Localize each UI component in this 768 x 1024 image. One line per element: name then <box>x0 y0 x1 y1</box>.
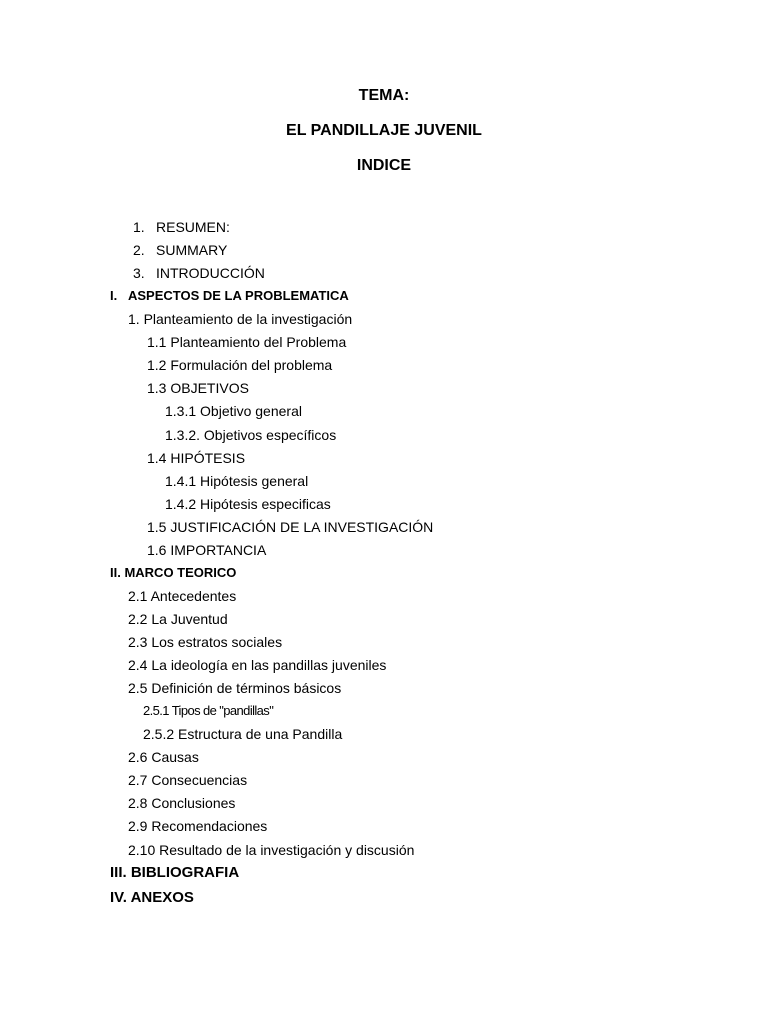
toc-item-resumen <box>133 218 230 236</box>
toc-entry-1-3-1: 1.3.1 Objetivo general <box>165 403 302 419</box>
toc-entry-1-4-2: 1.4.2 Hipótesis especificas <box>165 496 331 512</box>
toc-entry-1-6: 1.6 IMPORTANCIA <box>147 542 267 558</box>
toc-item-summary <box>133 241 227 259</box>
toc-entry-2-9: 2.9 Recomendaciones <box>128 818 268 834</box>
toc-entry-2-5-1: 2.5.1 Tipos de "pandillas" <box>143 703 274 718</box>
toc-entry-2-8: 2.8 Conclusiones <box>128 795 236 811</box>
section-heading-2: II. MARCO TEORICO <box>110 565 237 580</box>
toc-item-introduccion <box>133 264 265 282</box>
document-title: EL PANDILLAJE JUVENIL <box>286 122 482 139</box>
toc-entry-2-7: 2.7 Consecuencias <box>128 772 248 788</box>
toc-entry-2-1: 2.1 Antecedentes <box>128 588 237 604</box>
toc-entry-1: 1. Planteamiento de la investigación <box>128 311 353 327</box>
toc-entry-1-2: 1.2 Formulación del problema <box>147 357 333 373</box>
toc-entry-2-5: 2.5 Definición de términos básicos <box>128 680 342 696</box>
toc-entry-2-5-2: 2.5.2 Estructura de una Pandilla <box>143 726 343 742</box>
toc-entry-1-4-1: 1.4.1 Hipótesis general <box>165 473 309 489</box>
toc-entry-1-5: 1.5 JUSTIFICACIÓN DE LA INVESTIGACIÓN <box>147 519 434 535</box>
section-number: I. <box>110 288 118 303</box>
toc-item-number: 1. <box>133 219 145 235</box>
toc-item-number: 3. <box>133 265 145 281</box>
toc-entry-1-3-2: 1.3.2. Objetivos específicos <box>165 427 337 443</box>
tema-heading: TEMA: <box>358 87 410 104</box>
section-heading-4: IV. ANEXOS <box>110 889 194 906</box>
toc-entry-1-4: 1.4 HIPÓTESIS <box>147 450 246 466</box>
toc-item-label: INTRODUCCIÓN <box>156 265 265 281</box>
indice-heading: INDICE <box>356 157 412 174</box>
toc-item-label: RESUMEN: <box>156 219 230 235</box>
toc-item-label: SUMMARY <box>156 242 228 258</box>
toc-entry-1-3: 1.3 OBJETIVOS <box>147 380 249 396</box>
toc-entry-1-1: 1.1 Planteamiento del Problema <box>147 334 347 350</box>
toc-item-number: 2. <box>133 242 145 258</box>
toc-entry-2-6: 2.6 Causas <box>128 749 199 765</box>
toc-entry-2-3: 2.3 Los estratos sociales <box>128 634 283 650</box>
section-heading-3: III. BIBLIOGRAFIA <box>110 864 240 881</box>
toc-entry-2-10: 2.10 Resultado de la investigación y discusión <box>128 842 415 858</box>
section-label: ASPECTOS DE LA PROBLEMATICA <box>128 288 349 303</box>
toc-entry-2-4: 2.4 La ideología en las pandillas juveniles <box>128 657 387 673</box>
toc-entry-2-2: 2.2 La Juventud <box>128 611 228 627</box>
section-heading-1 <box>110 287 349 305</box>
